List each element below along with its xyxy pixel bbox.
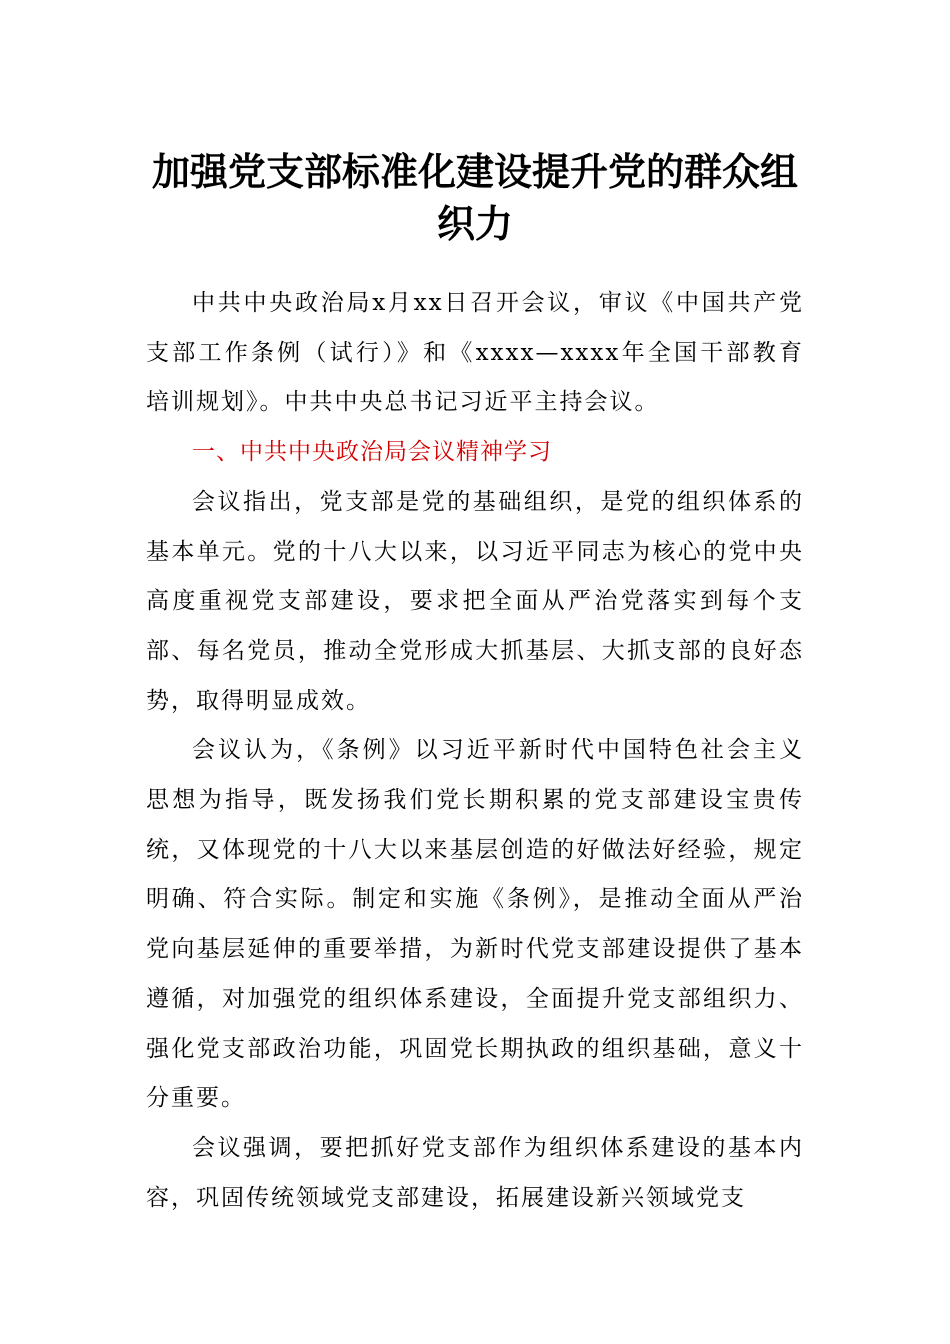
section-heading: 一、中共中央政治局会议精神学习 (192, 439, 552, 466)
body-paragraph-3: 会议强调，要把抓好党支部作为组织体系建设的基本内容，巩固传统领域党支部建设，拓展建设新兴领域党支 (146, 1134, 804, 1211)
body-paragraph-1: 会议指出，党支部是党的基础组织，是党的组织体系的基本单元。党的十八大以来，以习近平同志为核心的党中央高度重视党支部建设，要求把全面从严治党落实到每个支部、每名党员，推动全党形成大抓基层、大抓支部的良好态势，取得明显成效。 (146, 488, 804, 714)
intro-paragraph: 中共中央政治局x月xx日召开会议，审议《中国共产党支部工作条例（试行）》和《xxxx—xxxx年全国干部教育培训规划》。中共中央总书记习近平主持会议。 (146, 290, 804, 416)
document-title: 加强党支部标准化建设提升党的群众组织力 (151, 149, 798, 246)
document-body (146, 279, 804, 1223)
body-paragraph-2: 会议认为，《条例》以习近平新时代中国特色社会主义思想为指导，既发扬我们党长期积累的党支部建设宝贵传统，又体现党的十八大以来基层创造的好做法好经验，规定明确、符合实际。制定和实施《条例》，是推动全面从严治党向基层延伸的重要举措，为新时代党支部建设提供了基本遵循，对加强党的组织体系建设，全面提升党支部组织力、强化党支部政治功能，巩固党长期执政的组织基础，意义十分重要。 (146, 737, 804, 1112)
